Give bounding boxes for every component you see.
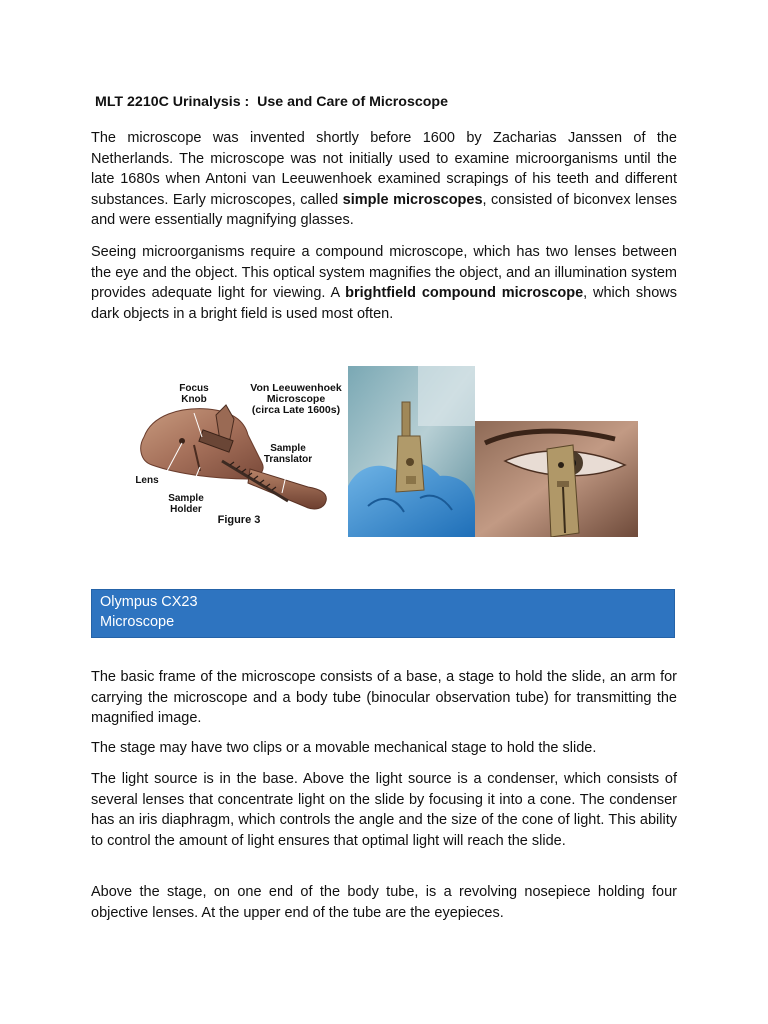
paragraph-compound: [91, 242, 677, 324]
olympus-label: Microscope: [100, 614, 175, 630]
photo-gloved-hand: [348, 366, 475, 537]
photo-eye-microscope: [475, 421, 638, 537]
paragraph-compound-bold: brightfield compound microscope: [345, 285, 584, 302]
label-sample-holder: Sample Holder: [168, 493, 204, 515]
paragraph-compound-text-1: Seeing microorganisms require a compound microscope, which has two lenses between the eye and the object. This optical system magnifies the object, and an illumination system provides adequate light for viewing. A: [91, 244, 677, 302]
document-title: MLT 2210C Urinalysis : Use and Care of Microscope: [95, 94, 448, 110]
photo-gloved-hand-image: [348, 366, 475, 537]
photo-eye-microscope-image: [475, 421, 638, 537]
label-lens: Lens: [135, 475, 159, 486]
label-von-leeuwenhoek: Von Leeuwenhoek Microscope (circa Late 1600s): [250, 382, 342, 416]
label-focus-knob: Focus Knob: [179, 383, 209, 405]
figure-caption: Figure 3: [217, 514, 261, 526]
olympus-model: Olympus CX23: [100, 594, 198, 610]
paragraph-stage: The stage may have two clips or a movable mechanical stage to hold the slide.: [91, 740, 597, 756]
olympus-caption-box: [91, 589, 675, 638]
paragraph-basic-frame: The basic frame of the microscope consists of a base, a stage to hold the slide, an arm for carrying the microscope and a body tube (binocular observation tube) for transmitting the magnified image.: [91, 669, 677, 727]
paragraph-history-text-2: , consisted of biconvex lenses and were essentially magnifying glasses.: [91, 191, 678, 229]
paragraph-compound-text-2: , which shows dark objects in a bright field is used most often.: [91, 285, 678, 322]
paragraph-history: [91, 128, 677, 231]
label-sample-translator: Sample Translator: [263, 443, 313, 465]
paragraph-light-source: The light source is in the base. Above the light source is a condenser, which consists of several lenses that concentrate light on the slide by focusing it into a cone. The condenser has an iris diaphragm, which controls the angle and the size of the cone of light. This ability to control the amount of light ensures that optimal light will reach the slide.: [91, 771, 677, 849]
paragraph-history-bold: simple microscopes: [342, 191, 483, 208]
paragraph-history-text-1: The microscope was invented shortly before 1600 by Zacharias Janssen of the Netherlands. The microscope was not initially used to examine microorganisms until the late 1680s when Antoni van Leeuwenhoek examined scrapings of his teeth and different substances. Early microscopes, called: [91, 130, 677, 208]
paragraph-nosepiece: Above the stage, on one end of the body tube, is a revolving nosepiece holding four objective lenses. At the upper end of the tube are the eyepieces.: [91, 884, 677, 921]
leeuwenhoek-diagram: [130, 375, 348, 535]
